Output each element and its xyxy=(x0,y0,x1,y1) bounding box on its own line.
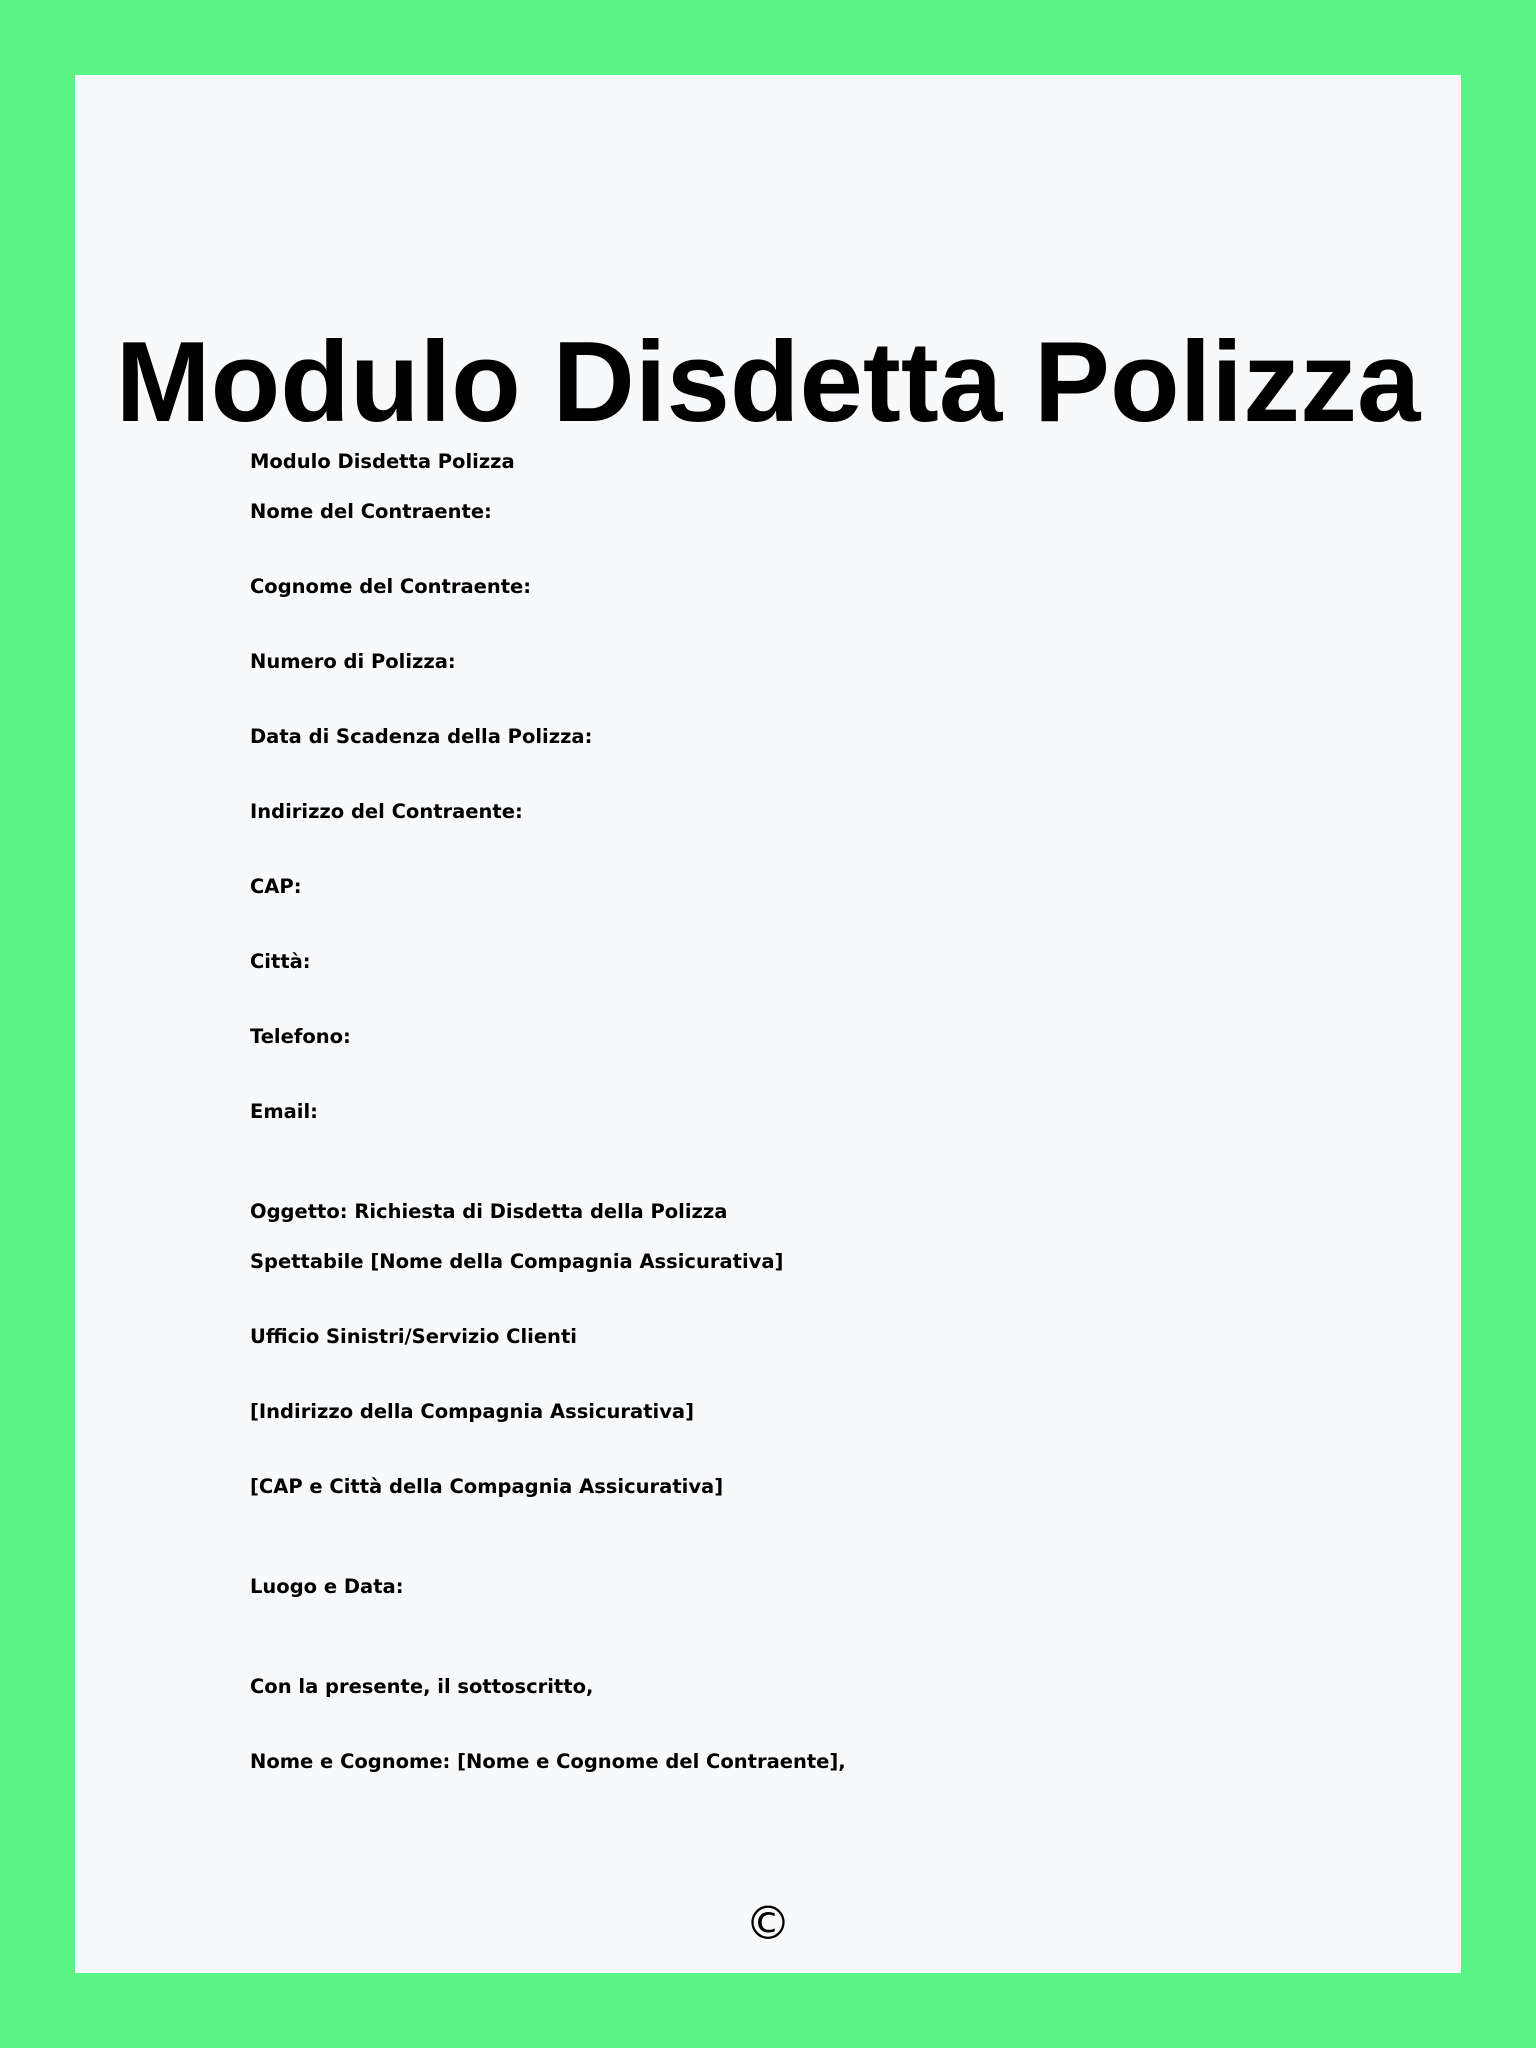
document-sheet xyxy=(75,75,1461,1973)
body-name-line: Nome e Cognome: [Nome e Cognome del Contraente], xyxy=(250,1750,846,1773)
copyright-icon: © xyxy=(745,1896,791,1950)
field-label-email: Email: xyxy=(250,1100,318,1123)
field-label-citta: Città: xyxy=(250,950,311,973)
recipient-address: [Indirizzo della Compagnia Assicurativa] xyxy=(250,1400,694,1423)
subject-line: Oggetto: Richiesta di Disdetta della Polizza xyxy=(250,1200,728,1223)
field-label-data-scadenza: Data di Scadenza della Polizza: xyxy=(250,725,593,748)
recipient-office: Ufficio Sinistri/Servizio Clienti xyxy=(250,1325,577,1348)
field-label-cognome: Cognome del Contraente: xyxy=(250,575,532,598)
body-intro: Con la presente, il sottoscritto, xyxy=(250,1675,594,1698)
field-label-numero-polizza: Numero di Polizza: xyxy=(250,650,456,673)
recipient-cap-city: [CAP e Città della Compagnia Assicurativa] xyxy=(250,1475,724,1498)
document-title: Modulo Disdetta Polizza xyxy=(115,319,1421,446)
field-label-indirizzo: Indirizzo del Contraente: xyxy=(250,800,523,823)
field-label-cap: CAP: xyxy=(250,875,302,898)
field-label-nome: Nome del Contraente: xyxy=(250,500,492,523)
recipient-company: Spettabile [Nome della Compagnia Assicurativa] xyxy=(250,1250,784,1273)
form-heading: Modulo Disdetta Polizza xyxy=(250,450,515,473)
field-label-telefono: Telefono: xyxy=(250,1025,351,1048)
place-date-label: Luogo e Data: xyxy=(250,1575,404,1598)
